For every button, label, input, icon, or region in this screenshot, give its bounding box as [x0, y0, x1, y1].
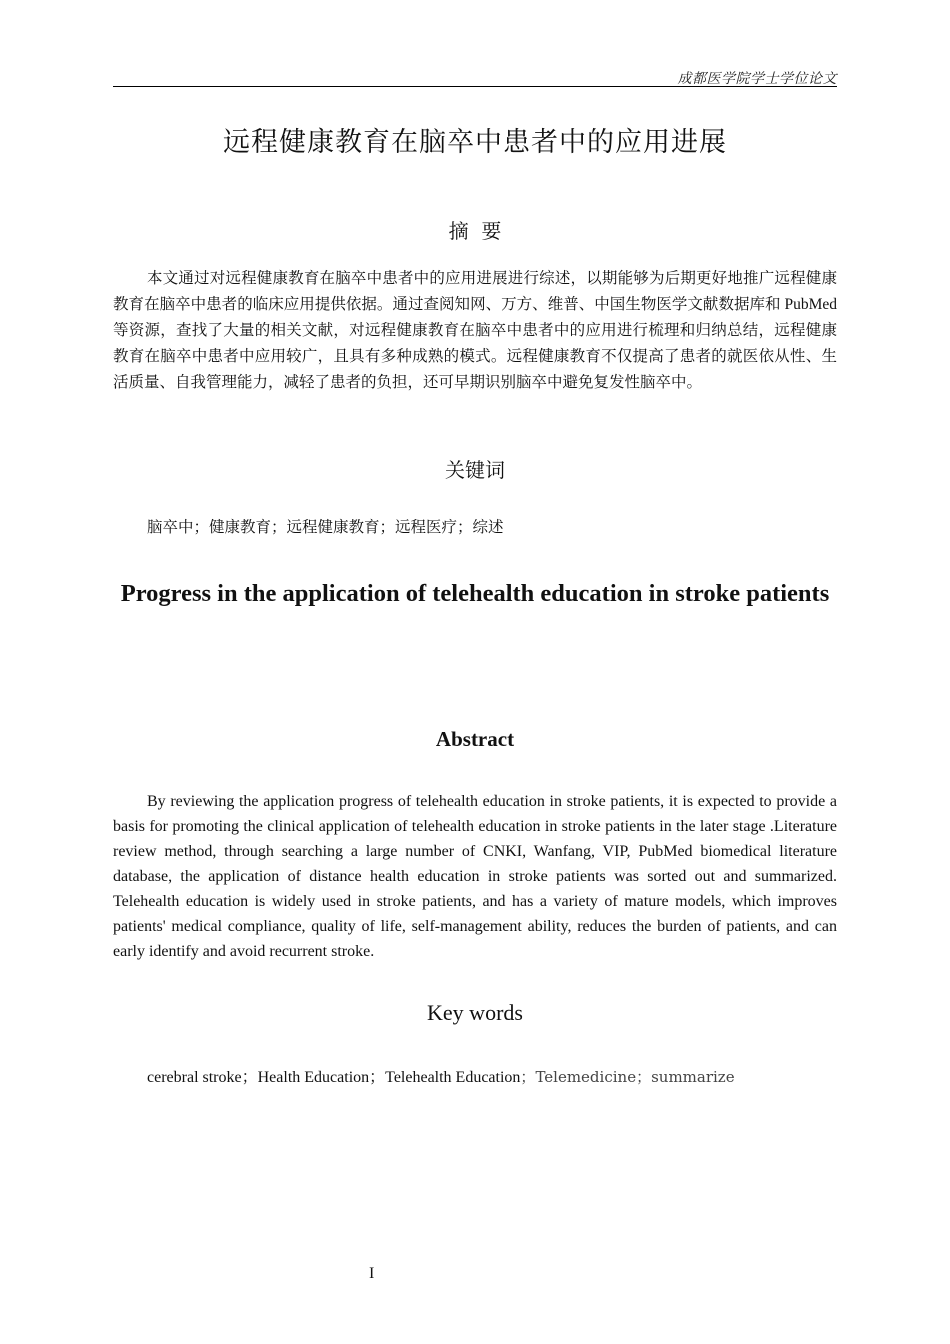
- keyword-separator: ；: [241, 1069, 258, 1086]
- english-abstract-body: By reviewing the application progress of telehealth education in stroke patients, it is expected to provide a basis for promoting the clinical application of telehealth education in stroke patients in the later stage .Literature review method, through searching a large number of CNKI, Wanfang, VIP, PubMed biomedical literature database, the application of distance health education in stroke patients was sorted out and summarized. Telehealth education is widely used in stroke patients, and has a variety of mature models, which improves patients' medical compliance, quality of life, self-management ability, reduces the burden of patients, and can early identify and avoid recurrent stroke.: [113, 793, 837, 960]
- page-number: I: [369, 1265, 375, 1282]
- header-rule: [113, 86, 837, 87]
- chinese-abstract-heading: 摘 要: [448, 219, 502, 243]
- chinese-keywords-heading: 关键词: [445, 458, 505, 482]
- keyword-cerebral-stroke: cerebral stroke: [147, 1069, 242, 1086]
- keyword-telemedicine: Telemedicine: [535, 1068, 637, 1086]
- keyword-separator: ；: [520, 1068, 536, 1086]
- english-abstract-heading: Abstract: [435, 727, 515, 751]
- keyword-health-education: Health Education: [257, 1069, 370, 1086]
- english-title: Progress in the application of telehealth education in stroke patients: [120, 580, 830, 607]
- english-keywords-heading: Key words: [427, 1000, 523, 1025]
- english-keywords: [147, 1065, 735, 1090]
- chinese-keywords: 脑卒中；健康教育；远程健康教育；远程医疗；综述: [147, 519, 504, 536]
- running-header: 成都医学院学士学位论文: [677, 72, 837, 87]
- chinese-abstract-body: 本文通过对远程健康教育在脑卒中患者中的应用进展进行综述，以期能够为后期更好地推广远程健康教育在脑卒中患者的临床应用提供依据。通过查阅知网、万方、维普、中国生物医学文献数据库和 PubMed 等资源，查找了大量的相关文献，对远程健康教育在脑卒中患者中的应用进行梳理和归纳总结，远程健康教育在脑卒中患者中应用较广，且具有多种成熟的模式。远程健康教育不仅提高了患者的就医依从性、生活质量、自我管理能力，减轻了患者的负担，还可早期识别脑卒中避免复发性脑卒中。: [113, 270, 837, 391]
- keyword-summarize: summarize: [651, 1068, 735, 1086]
- keyword-separator: ；: [636, 1068, 652, 1086]
- chinese-title: 远程健康教育在脑卒中患者中的应用进展: [223, 127, 727, 158]
- keyword-telehealth-education: Telehealth Education: [385, 1069, 521, 1086]
- keyword-separator: ；: [369, 1069, 386, 1086]
